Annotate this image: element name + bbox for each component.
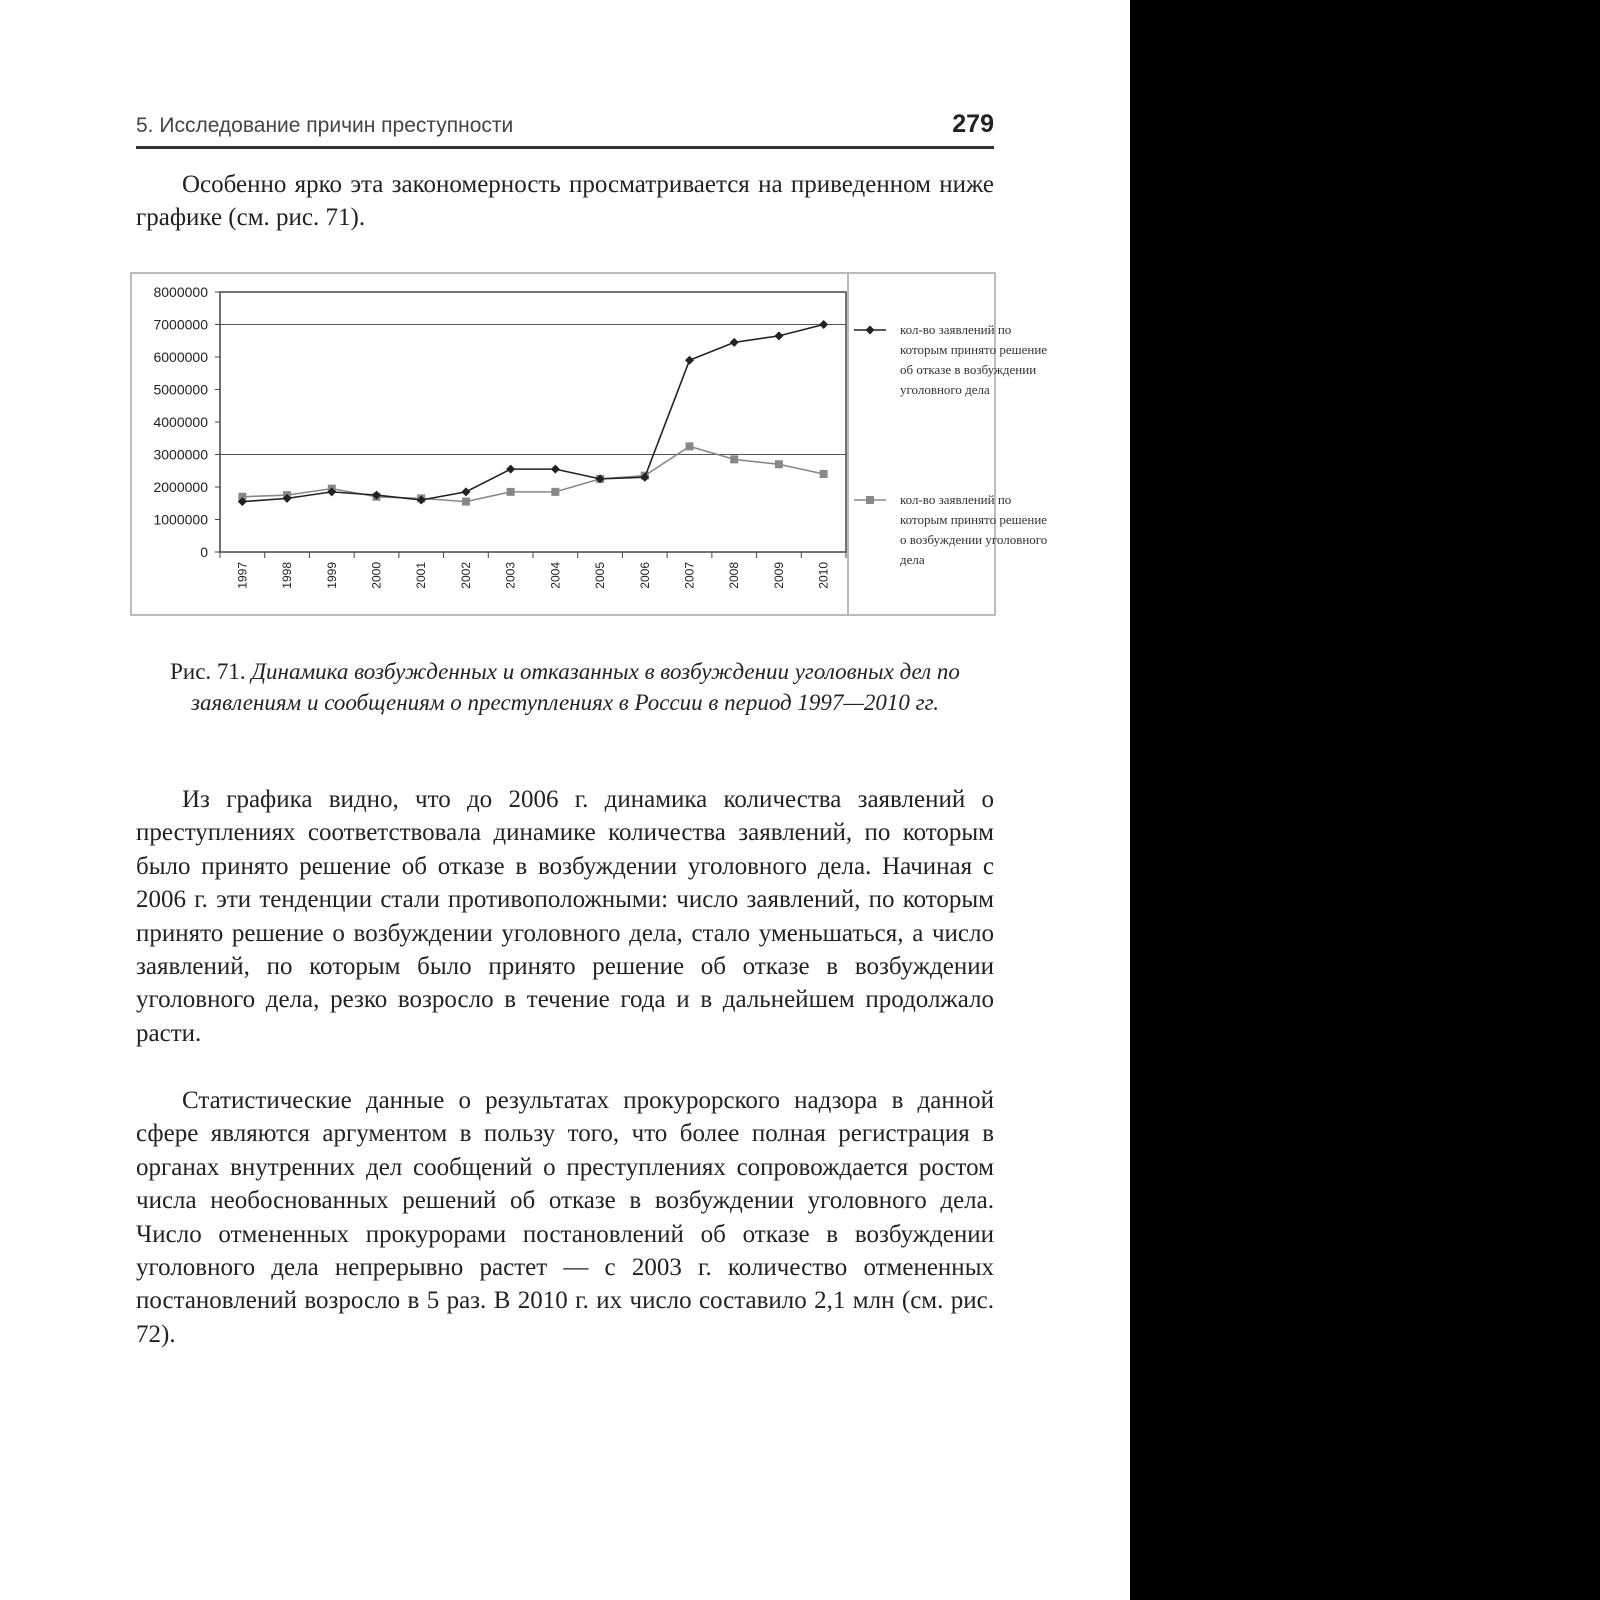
y-tick-label: 7000000 [153,316,208,333]
data-point [775,460,783,468]
x-tick-label: 1999 [324,562,339,589]
x-tick-label: 2010 [816,562,831,589]
legend-label: дела [900,552,925,567]
paragraph-analysis: Из графика видно, что до 2006 г. динамика количества заявлений о преступлениях соответствовала динамике количества заявлений, по которым было принято решение об отказе в возбуждении уголовного дела. Начиная с 2006 г. эти тенденции стали противоположными: число заявлений, по которым принято решение о возбуждении уголовного дела, стало уменьшаться, а число заявлений, по которым было принято решение об отказе в возбуждении уголовного дела, резко возросло в течение года и в дальнейшем продолжало расти. [136,786,994,1047]
y-tick-label: 0 [200,544,208,560]
x-tick-label: 2000 [369,562,384,589]
x-tick-label: 2002 [458,562,473,589]
legend-marker [866,496,874,504]
figure-71 [130,272,1048,616]
x-tick-label: 2007 [682,562,697,589]
legend-label: об отказе в возбуждении [900,362,1037,377]
data-point [686,442,694,450]
y-tick-label: 1000000 [153,511,208,528]
x-tick-label: 2004 [548,562,563,589]
x-tick-label: 2005 [593,562,608,589]
y-tick-label: 4000000 [153,414,208,430]
data-point [551,488,559,496]
x-tick-label: 2008 [727,562,742,589]
y-tick-label: 5000000 [153,381,208,398]
x-tick-label: 1997 [235,562,250,589]
legend-label: уголовного дела [900,382,990,397]
scan-black-margin [1130,0,1600,1600]
page-number: 279 [952,110,994,138]
y-tick-label: 8000000 [153,284,208,300]
paragraph-intro: Особенно ярко эта закономерность просматривается на приведенном ниже графике (см. рис. 71). [136,171,994,232]
data-point [462,498,470,506]
line-chart [130,272,1048,616]
x-tick-label: 2009 [771,562,786,589]
legend-label: которым принято решение [900,512,1048,527]
running-head [136,112,994,149]
y-tick-label: 2000000 [153,479,208,495]
x-tick-label: 2006 [637,562,652,589]
legend-label: кол-во заявлений по [900,322,1012,337]
paragraph-statistics: Статистические данные о результатах прокурорского надзора в данной сфере являются аргументом в пользу того, что более полная регистрация в органах внутренних дел сообщений о преступлениях сопровождается ростом числа необоснованных решений об отказе в возбуждении уголовного дела. Число отмененных прокурорами постановлений об отказе в возбуждении уголовного дела непрерывно растет — с 2003 г. количество отмененных постановлений возросло в 5 раз. В 2010 г. их число составило 2,1 млн (см. рис. 72). [136,1087,994,1348]
legend-label: которым принято решение [900,342,1048,357]
legend-label: о возбуждении уголовного [900,532,1048,547]
x-tick-label: 2003 [503,562,518,589]
chapter-title: 5. Исследование причин преступности [136,114,514,137]
data-point [820,470,828,478]
y-tick-label: 3000000 [153,446,208,463]
y-tick-label: 6000000 [153,349,208,365]
legend-label: кол-во заявлений по [900,492,1012,507]
caption-text: Динамика возбужденных и отказанных в возбуждении уголовных дел по заявлениям и сообщениям о преступлениях в России в период 1997—2010 гг. [190,659,960,715]
caption-label: Рис. 71. [170,659,252,684]
x-tick-label: 2001 [414,562,429,589]
data-point [507,488,515,496]
x-tick-label: 1998 [280,562,295,589]
data-point [730,455,738,463]
figure-caption [150,656,980,718]
